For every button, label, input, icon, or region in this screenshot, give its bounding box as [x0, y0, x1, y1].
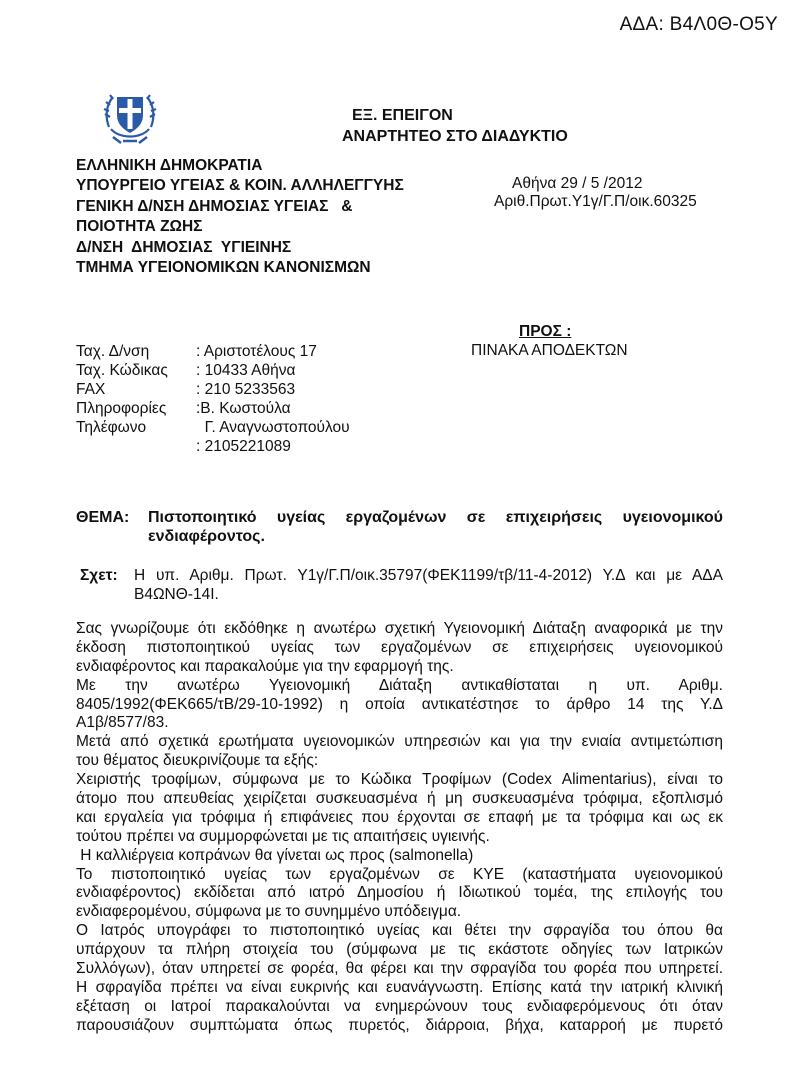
body-line: Η καλλιέργεια κοπράνων θα γίνεται ως προς (salmonella) — [76, 846, 474, 864]
body-line: Η σφραγίδα πρέπει να είναι ευκρινής και ευανάγνωστη. Επίσης κατά την ιατρική κλινική — [76, 978, 723, 996]
contact-row — [76, 380, 350, 399]
body-text — [76, 620, 723, 1036]
contact-value: : 2105221089 — [196, 438, 291, 455]
body-line: ενδιαφέροντος) εκδίδεται από ιατρό Δημοσίου ή Ιδιωτικού τομέα, της επιλογής του — [76, 884, 723, 902]
contact-value: : 210 5233563 — [196, 381, 296, 398]
body-line: Χειριστής τροφίμων, σύμφωνα με το Κώδικα Τροφίμων (Codex Alimentarius), είναι το — [76, 771, 723, 789]
contact-row — [76, 361, 350, 380]
authority-line: ΓΕΝΙΚΗ Δ/ΝΣΗ ΔΗΜΟΣΙΑΣ ΥΓΕΙΑΣ & — [76, 197, 353, 215]
body-line: Συλλόγων), όταν υπηρετεί σε φορέα, θα φέρει και την σφραγίδα του φορέα που υπηρετεί. — [76, 960, 723, 978]
subject-block — [76, 508, 723, 546]
subject-text: Πιστοποιητικό υγείας εργαζομένων σε επιχειρήσεις υγειονομικού — [148, 509, 723, 526]
authority-line: ΤΜΗΜΑ ΥΓΕΙΟΝΟΜΙΚΩΝ ΚΑΝΟΝΙΣΜΩΝ — [76, 259, 371, 277]
body-line: ενδιαφέροντος και παρακαλούμε για την εφαρμογή της. — [76, 657, 454, 675]
body-line: του θέματος διευκρινίζουμε τα εξής: — [76, 752, 319, 770]
body-line: άτομο που απευθείας χειρίζεται συσκευασμένα ή μη συσκευασμένα τρόφιμα, εξοπλισμό — [76, 790, 723, 808]
contact-label — [76, 437, 196, 456]
body-line: Α1β/8577/83. — [76, 714, 169, 732]
body-line: Το πιστοποιητικό υγείας των εργαζομένων σε ΚΥΕ (καταστήματα υγειονομικού — [76, 865, 723, 883]
post-online-label: ΑΝΑΡΤΗΤΕΟ ΣΤΟ ΔΙΑΔΥΚΤΙΟ — [342, 128, 568, 145]
body-line: εξέταση οι Ιατροί παρακαλούνται να ενημερώνουν τους ενδιαφερόμενους ότι όταν — [76, 997, 723, 1015]
contact-row — [76, 437, 350, 456]
body-line: παρουσιάζουν συμπτώματα όπως πυρετός, διάρροια, βήχα, καταρροή με πυρετό — [76, 1016, 723, 1034]
recipients: ΠΙΝΑΚΑ ΑΠΟΔΕΚΤΩΝ — [471, 342, 628, 359]
document-date: Αθήνα 29 / 5 /2012 — [512, 175, 643, 192]
header-notice — [342, 105, 568, 147]
body-line: Με την ανωτέρω Υγειονομική Διάταξη αντικαθίσταται η υπ. Αριθμ. — [76, 676, 723, 694]
body-line: έκδοση πιστοποιητικού υγείας των εργαζομένων σε επιχειρήσεις υγειονομικού — [76, 638, 723, 656]
body-line: τούτου πρέπει να συμμορφώνεται με τις απαιτήσεις υγιεινής. — [76, 827, 490, 845]
ada-code: ΑΔΑ: Β4Λ0Θ-Ο5Υ — [619, 14, 778, 35]
contact-row — [76, 342, 350, 361]
subject-text: ενδιαφέροντος. — [148, 528, 265, 545]
contact-row — [76, 418, 350, 437]
authority-line: ΥΠΟΥΡΓΕΙΟ ΥΓΕΙΑΣ & ΚΟΙΝ. ΑΛΛΗΛΕΓΓΥΗΣ — [76, 177, 404, 195]
subject-label: ΘΕΜΑ: — [76, 509, 130, 526]
urgent-label: ΕΞ. ΕΠΕΙΓΟΝ — [352, 107, 453, 124]
protocol-number: Αριθ.Πρωτ.Υ1γ/Γ.Π/οικ.60325 — [494, 193, 697, 210]
contact-label: Πληροφορίες — [76, 400, 167, 417]
contact-label: Τηλέφωνο — [76, 419, 147, 436]
body-line: 8405/1992(ΦΕΚ665/τΒ/29-10-1992) η οποία αντικατέστησε το άρθρο 14 της Υ.Δ — [76, 695, 723, 713]
contact-label: FAX — [76, 381, 106, 398]
body-line: ενδιαφερομένου, σύμφωνα με το συνημμένο υπόδειγμα. — [76, 903, 462, 921]
contact-value: :Β. Κωστούλα — [196, 400, 291, 417]
relation-text: Β4ΩΝΘ-14Ι. — [134, 586, 219, 603]
relation-label: Σχετ: — [80, 567, 118, 584]
relation-text: Η υπ. Αριθμ. Πρωτ. Υ1γ/Γ.Π/οικ.35797(ΦΕΚ1199/τβ/11-4-2012) Υ.Δ και με ΑΔΑ — [134, 567, 723, 584]
contact-value: : 10433 Αθήνα — [196, 362, 296, 379]
to-label: ΠΡΟΣ : — [519, 323, 572, 340]
authority-line: Δ/ΝΣΗ ΔΗΜΟΣΙΑΣ ΥΓΙΕΙΝΗΣ — [76, 238, 292, 256]
contact-value: Γ. Αναγνωστοπούλου — [196, 419, 350, 436]
contact-value: : Αριστοτέλους 17 — [196, 343, 317, 360]
greek-emblem-icon — [101, 87, 159, 149]
authority-line: ΠΟΙΟΤΗΤΑ ΖΩΗΣ — [76, 218, 203, 236]
body-line: υπάρχουν τα πλήρη στοιχεία του (σύμφωνα με τις εκάστοτε οδηγίες των Ιατρικών — [76, 941, 723, 959]
body-line: Μετά από σχετικά ερωτήματα υγειονομικών υπηρεσιών και για την ενιαία αντιμετώπιση — [76, 733, 723, 751]
relation-block — [80, 566, 723, 604]
body-line: Σας γνωρίζουμε ότι εκδόθηκε η ανωτέρω σχετική Υγειονομική Διάταξη αναφορικά με την — [76, 620, 723, 637]
contact-label: Ταχ. Κώδικας — [76, 362, 168, 379]
body-line: Ο Ιατρός υπογράφει το πιστοποιητικό υγείας και θέτει την σφραγίδα του όπου θα — [76, 922, 723, 940]
contact-label: Ταχ. Δ/νση — [76, 343, 150, 360]
authority-line: ΕΛΛΗΝΙΚΗ ΔΗΜΟΚΡΑΤΙΑ — [76, 157, 263, 174]
body-line: και εργαλεία για τρόφιμα ή επιφάνειες που έρχονται σε επαφή με τα τρόφιμα και ως εκ — [76, 808, 723, 826]
contact-row — [76, 399, 350, 418]
issuing-authority — [76, 156, 404, 278]
contact-block — [76, 342, 350, 456]
